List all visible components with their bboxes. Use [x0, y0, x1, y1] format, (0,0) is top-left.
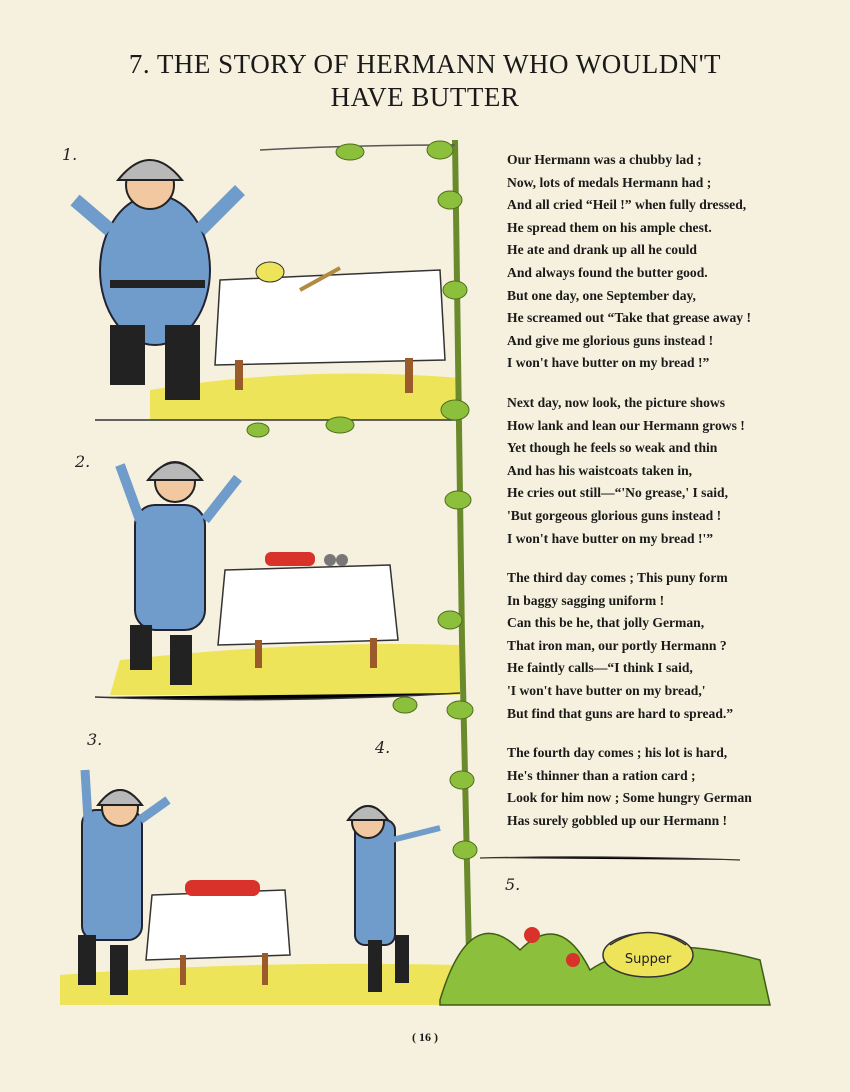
verse: And always found the butter good. [507, 264, 708, 280]
poem [507, 149, 837, 850]
vine-pole [455, 140, 470, 1000]
verse: Has surely gobbled up our Hermann ! [507, 813, 728, 829]
verse: He's thinner than a ration card ; [507, 767, 696, 783]
stanza-4 [507, 742, 837, 832]
supper-tureen [603, 933, 693, 978]
verse: And give me glorious guns instead ! [507, 332, 714, 348]
verse: 'But gorgeous glorious guns instead ! [507, 507, 722, 523]
verse: Next day, now look, the picture shows [507, 394, 726, 410]
verse: Yet though he feels so weak and thin [507, 440, 718, 456]
page-number: ( 16 ) [412, 1030, 438, 1044]
stanza-3 [507, 567, 837, 725]
title-line-1: 7. THE STORY OF HERMANN WHO WOULDN'T [128, 49, 722, 80]
verse: That iron man, our portly Hermann ? [507, 637, 727, 653]
verse: But one day, one September day, [507, 287, 696, 303]
verse: I won't have butter on my bread !” [507, 355, 710, 371]
stanza-2 [507, 392, 837, 550]
panel-number-1: 1. [62, 145, 78, 164]
verse: He ate and drank up all he could [507, 242, 697, 258]
verse: He screamed out “Take that grease away ! [507, 310, 752, 326]
verse: In baggy sagging uniform ! [507, 592, 665, 608]
verse: And all cried “Heil !” when fully dressed, [507, 197, 747, 213]
title-line-2: HAVE BUTTER [330, 82, 520, 113]
verse: Can this be he, that jolly German, [507, 615, 705, 631]
panel-number-4: 4. [375, 738, 391, 757]
page-title [40, 48, 810, 114]
panel-5-bushes [440, 927, 770, 1005]
panel-number-5: 5. [505, 875, 521, 894]
panel-2-ground [110, 644, 460, 695]
panel-number-3: 3. [87, 730, 103, 749]
verse: But find that guns are hard to spread.” [507, 705, 734, 721]
stanza-1 [507, 149, 837, 375]
verse: I won't have butter on my bread !'” [507, 530, 714, 546]
panel-number-2: 2. [75, 452, 91, 471]
verse: He faintly calls—“I think I said, [507, 660, 693, 676]
panel-1-table [215, 262, 445, 393]
verse: Now, lots of medals Hermann had ; [507, 174, 712, 190]
panel-3-hermann [78, 770, 168, 995]
verse: The fourth day comes ; his lot is hard, [507, 745, 728, 761]
verse: He spread them on his ample chest. [507, 219, 712, 235]
verse: Our Hermann was a chubby lad ; [507, 152, 702, 167]
tureen-label: Supper [624, 952, 672, 967]
verse: Look for him now ; Some hungry German [507, 790, 752, 806]
verse: The third day comes ; This puny form [507, 570, 728, 586]
verse: He cries out still—“'No grease,' I said, [507, 485, 729, 501]
verse: 'I won't have butter on my bread,' [507, 683, 706, 699]
verse: And has his waistcoats taken in, [507, 462, 693, 478]
verse: How lank and lean our Hermann grows ! [507, 417, 745, 433]
